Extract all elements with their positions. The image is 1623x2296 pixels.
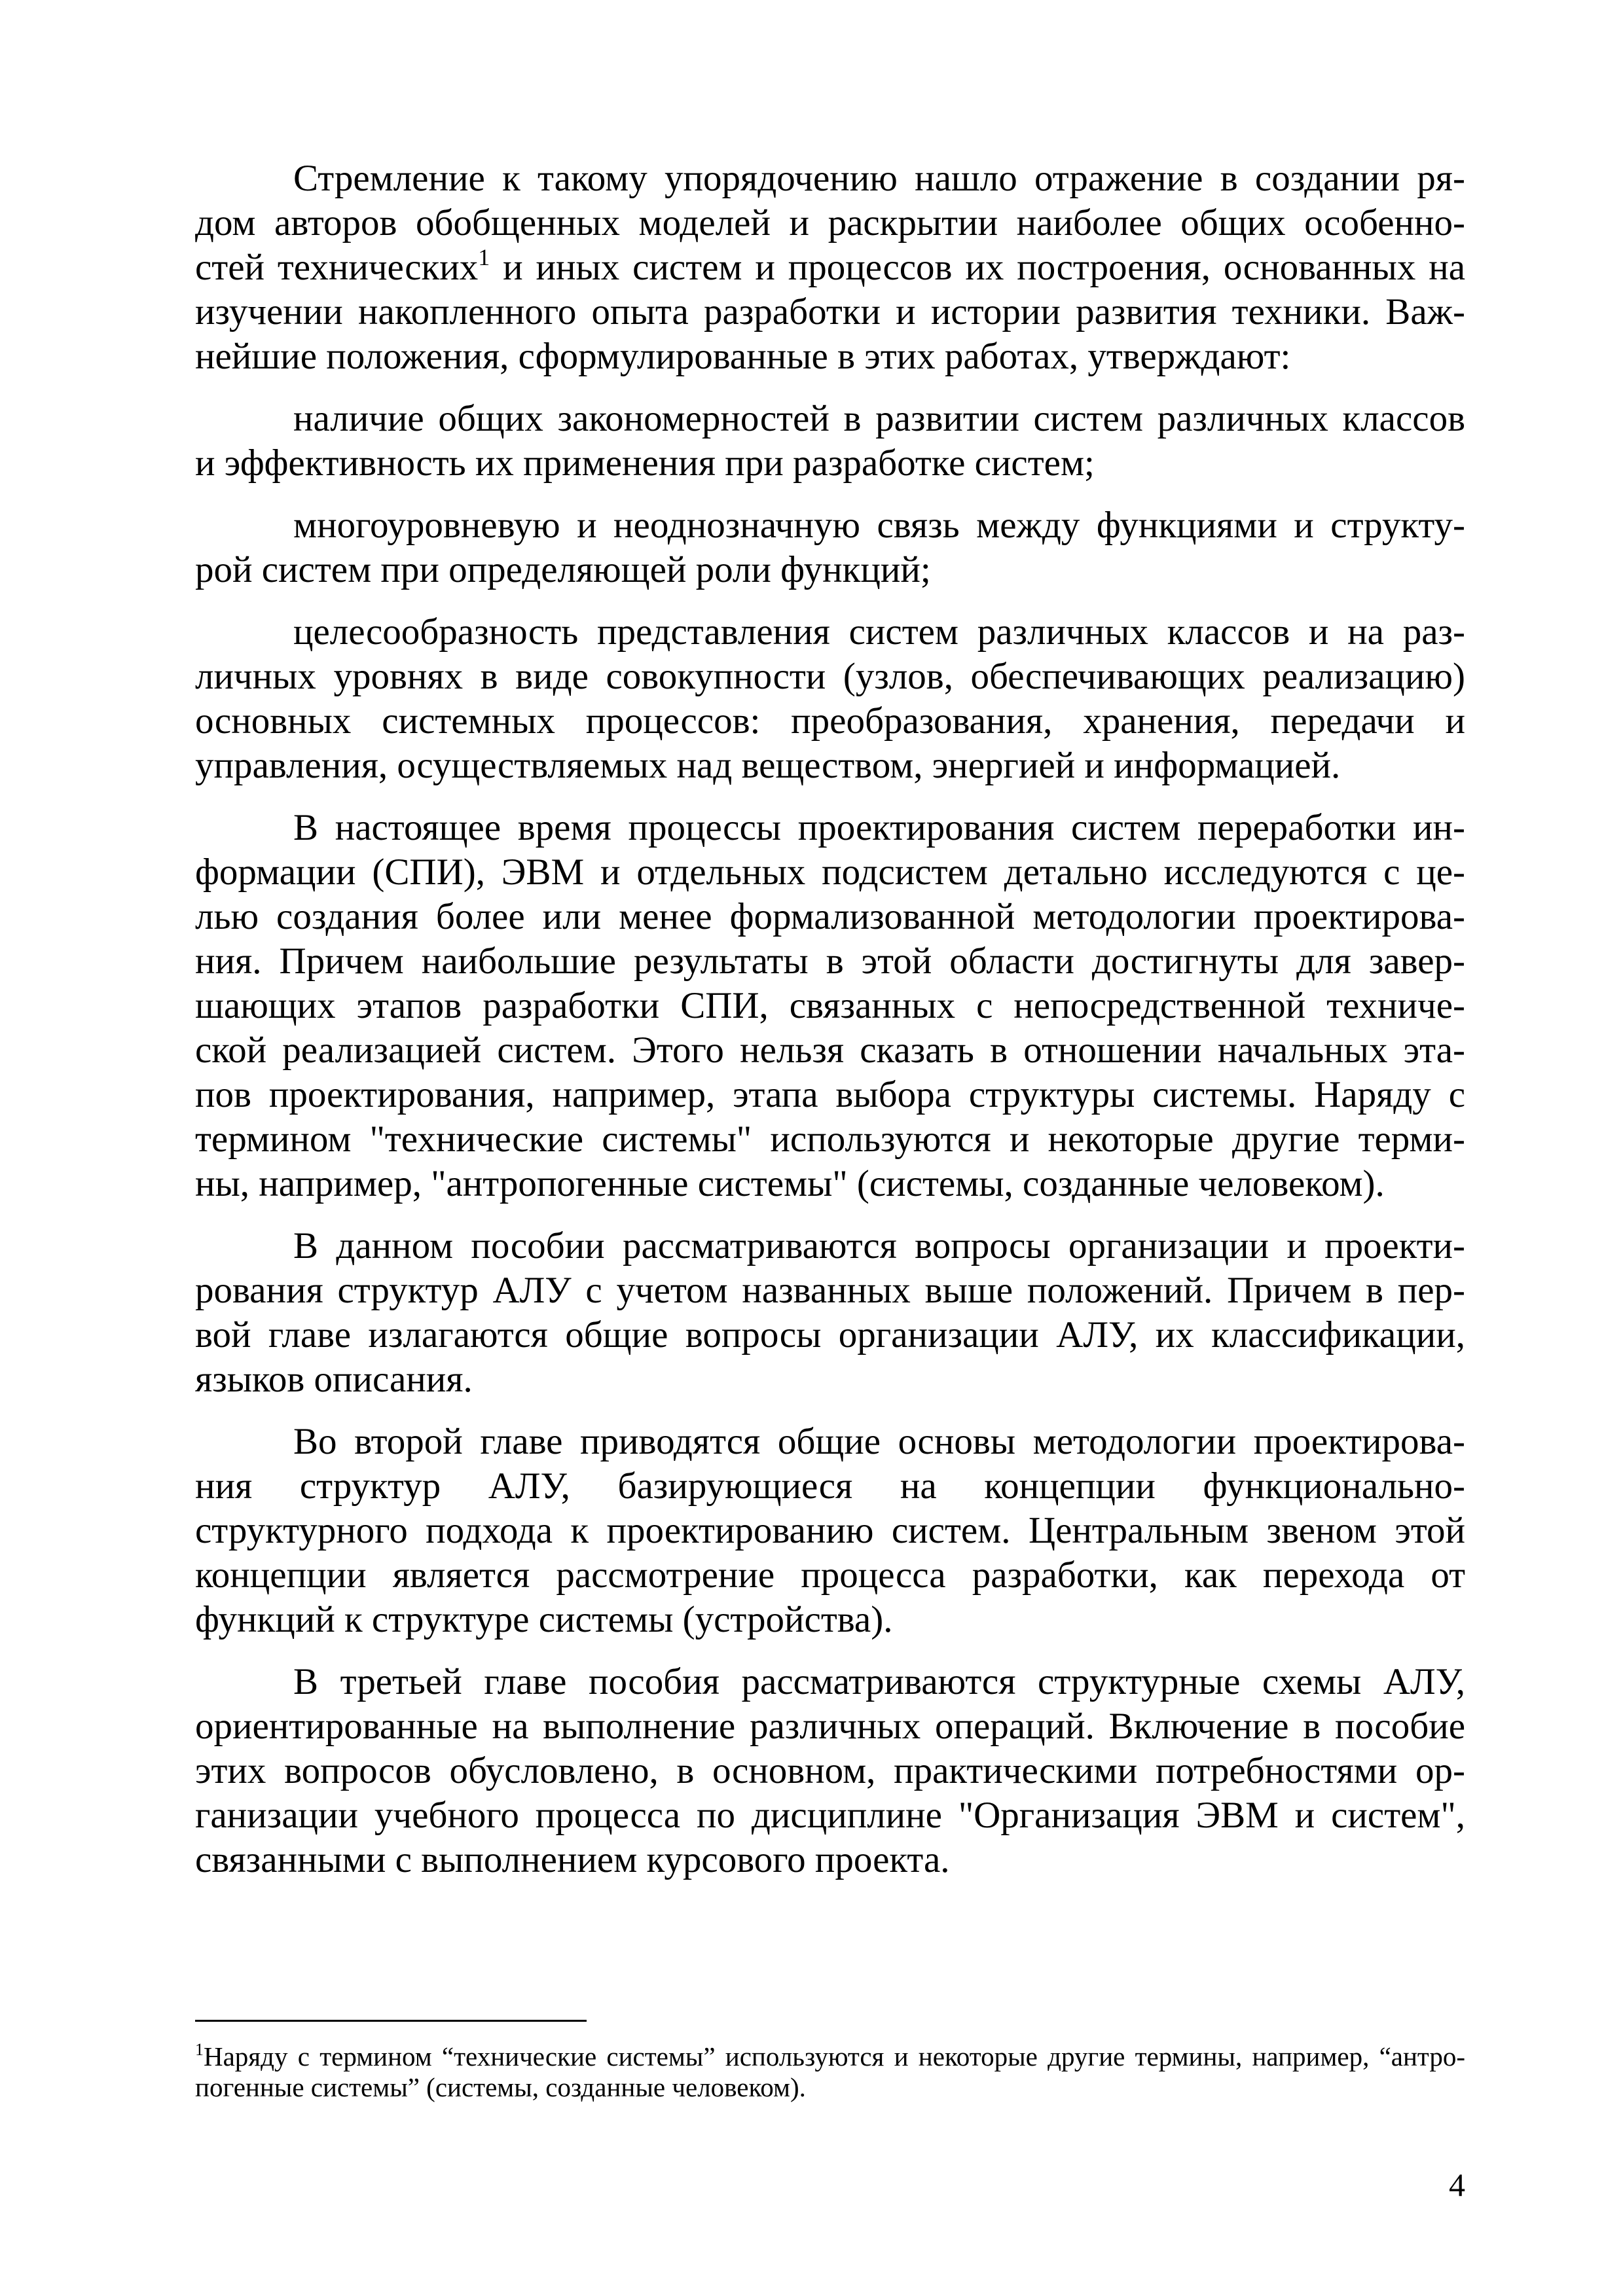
text-line [195,290,1465,334]
text-line [195,1509,1465,1553]
text-line [195,850,1465,895]
line-text: и иных систем и процессов их построения, основанных на [490,247,1465,288]
line-text: этих вопросов обусловлено, в основном, практическими потребностями ор- [195,1750,1465,1791]
line-text: стей технических [195,247,479,288]
line-text: рой систем при определяющей роли функций; [195,549,931,590]
paragraph [195,1420,1465,1642]
text-line [195,1660,1465,1704]
line-text: ния структур АЛУ, базирующиеся на концепции функционально- [195,1465,1465,1507]
footnote-text: погенные системы” (системы, созданные человеком). [195,2072,806,2102]
line-text: и эффективность их применения при разработке систем; [195,442,1095,484]
text-line [195,1838,1465,1882]
line-text: В третьей главе пособия рассматриваются структурные схемы АЛУ, [293,1661,1465,1702]
line-text: В данном пособии рассматриваются вопросы организации и проекти- [293,1225,1465,1266]
line-text: ны, например, "антропогенные системы" (системы, созданные человеком). [195,1163,1385,1204]
line-text: дом авторов обобщенных моделей и раскрытии наиболее общих особенно- [195,202,1465,243]
text-line [195,1420,1465,1464]
line-text: управления, осуществляемых над веществом, энергией и информацией. [195,745,1341,786]
line-text: целесообразность представления систем различных классов и на раз- [293,611,1465,653]
text-line [195,1162,1465,1206]
line-text: вой главе излагаются общие вопросы организации АЛУ, их классификации, [195,1314,1465,1355]
paragraph [195,806,1465,1206]
text-line [195,245,1465,290]
footnote [195,2041,1465,2103]
footnote-line [195,2041,1465,2072]
line-text: пов проектирования, например, этапа выбора структуры системы. Наряду с [195,1074,1465,1115]
line-text: формации (СПИ), ЭВМ и отдельных подсистем детально исследуются с це- [195,852,1465,893]
line-text: термином "технические системы" используются и некоторые другие терми- [195,1119,1465,1160]
footnote-line [195,2072,1465,2103]
line-text: основных системных процессов: преобразования, хранения, передачи и [195,700,1465,742]
text-line [195,1268,1465,1313]
text-line [195,156,1465,201]
paragraph [195,503,1465,592]
line-text: функций к структуре системы (устройства). [195,1599,893,1640]
footnote-reference[interactable]: 1 [478,245,490,270]
footnote-marker: 1 [195,2041,204,2059]
text-line [195,939,1465,984]
text-line [195,1224,1465,1268]
text-line [195,806,1465,850]
text-line [195,699,1465,744]
footnote-separator [195,2020,587,2022]
text-line [195,655,1465,699]
paragraph [195,1660,1465,1882]
line-text: концепции является рассмотрение процесса разработки, как перехода от [195,1554,1465,1596]
text-line [195,1598,1465,1642]
text-line [195,744,1465,788]
text-line [195,548,1465,592]
text-line [195,334,1465,379]
text-line [195,1749,1465,1793]
line-text: связанными с выполнением курсового проекта. [195,1839,950,1880]
line-text: наличие общих закономерностей в развитии систем различных классов [293,398,1465,439]
text-line [195,610,1465,655]
line-text: нейшие положения, сформулированные в этих работах, утверждают: [195,336,1291,377]
text-line [195,397,1465,441]
paragraph [195,397,1465,486]
line-text: личных уровнях в виде совокупности (узлов, обеспечивающих реализацию) [195,656,1465,697]
text-line [195,1357,1465,1402]
line-text: В настоящее время процессы проектирования систем переработки ин- [293,807,1465,848]
text-line [195,1464,1465,1509]
text-line [195,1553,1465,1598]
line-text: рования структур АЛУ с учетом названных выше положений. Причем в пер- [195,1270,1465,1311]
line-text: структурного подхода к проектированию систем. Центральным звеном этой [195,1510,1465,1551]
paragraph [195,610,1465,788]
line-text: Стремление к такому упорядочению нашло отражение в создании ря- [293,158,1465,199]
line-text: ния. Причем наибольшие результаты в этой области достигнуты для завер- [195,941,1465,982]
line-text: Во второй главе приводятся общие основы методологии проектирова- [293,1421,1465,1462]
text-line [195,1793,1465,1838]
body-text [195,156,1465,1900]
text-line [195,1313,1465,1357]
text-line [195,984,1465,1028]
page-number: 4 [1449,2166,1465,2203]
text-line [195,1704,1465,1749]
paragraph [195,1224,1465,1402]
text-line [195,201,1465,245]
line-text: языков описания. [195,1359,473,1400]
text-line [195,895,1465,939]
paragraph [195,156,1465,379]
text-line [195,1028,1465,1073]
line-text: изучении накопленного опыта разработки и истории развития техники. Важ- [195,291,1465,332]
line-text: ганизации учебного процесса по дисциплине "Организация ЭВМ и систем", [195,1795,1465,1836]
line-text: лью создания более или менее формализованной методологии проектирова- [195,896,1465,937]
text-line [195,503,1465,548]
line-text: многоуровневую и неоднозначную связь между функциями и структу- [293,505,1465,546]
line-text: ориентированные на выполнение различных операций. Включение в пособие [195,1706,1465,1747]
footnote-text: Наряду с термином “технические системы” используются и некоторые другие термины, например, “антро- [204,2041,1465,2072]
line-text: ской реализацией систем. Этого нельзя сказать в отношении начальных эта- [195,1030,1465,1071]
text-line [195,1117,1465,1162]
text-line [195,441,1465,486]
text-line [195,1073,1465,1117]
line-text: шающих этапов разработки СПИ, связанных с непосредственной техниче- [195,985,1465,1026]
